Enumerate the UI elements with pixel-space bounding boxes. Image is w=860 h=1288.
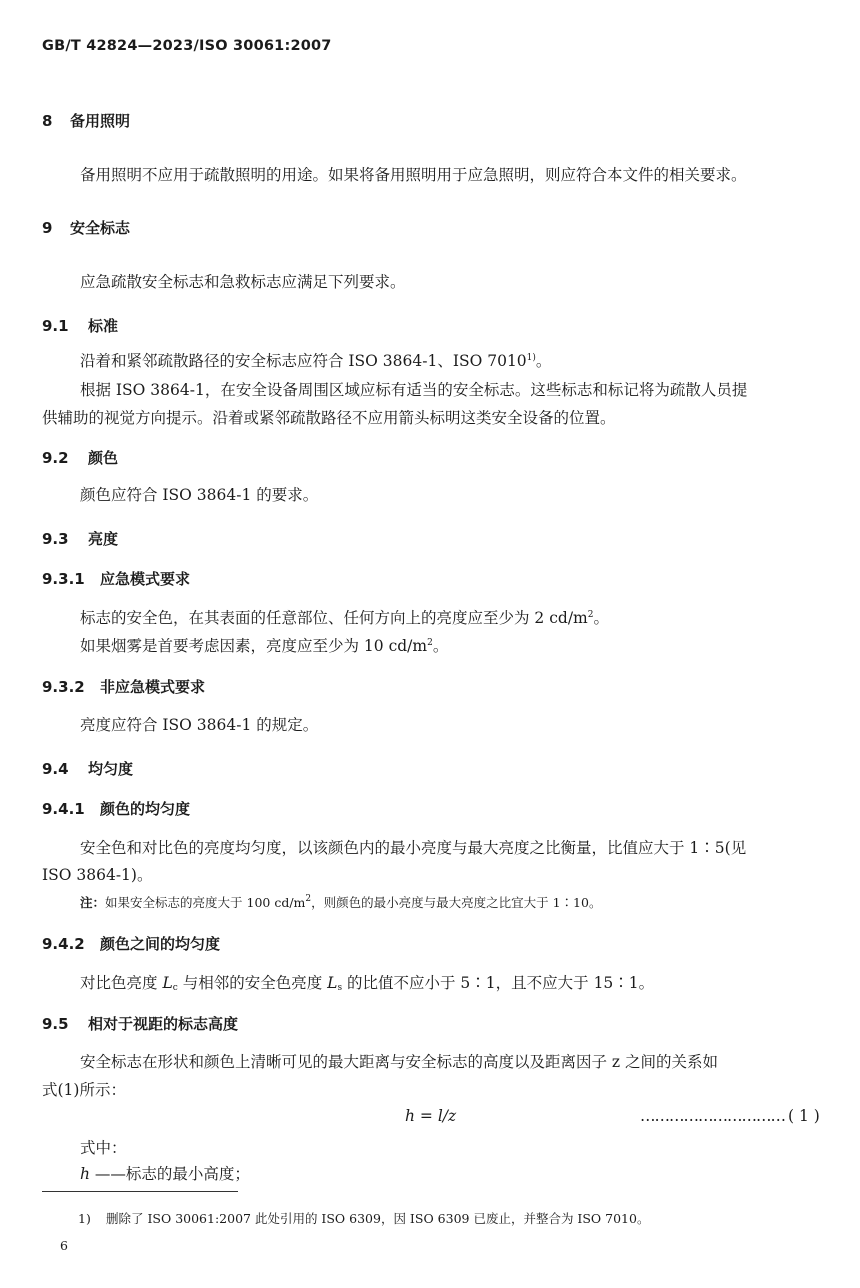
footnote-text: 删除了 ISO 30061:2007 此处引用的 ISO 6309，因 ISO 6309 已废止，并整合为 ISO 7010。: [106, 1211, 650, 1226]
section-number: 8: [42, 112, 53, 130]
paragraph: [80, 634, 448, 656]
note-label: 注：: [80, 895, 106, 910]
text: 与相邻的安全色亮度: [177, 974, 328, 992]
section-number: 9.1: [42, 317, 69, 335]
section-title: 备用照明: [70, 112, 131, 130]
section-title: 应急模式要求: [100, 570, 191, 588]
variable: h: [80, 1165, 90, 1183]
formula: h = l/z: [405, 1107, 457, 1125]
section-9-3-heading: [42, 528, 118, 549]
section-9-5-heading: [42, 1013, 238, 1034]
section-title: 颜色的均匀度: [100, 800, 191, 818]
section-title: 标准: [88, 317, 119, 335]
footnote: [78, 1209, 649, 1227]
section-title: 均匀度: [88, 760, 134, 778]
footnote-ref: 1): [526, 353, 536, 363]
variable-definition: [80, 1162, 250, 1184]
paragraph-line: 式(1)所示：: [42, 1081, 126, 1099]
paragraph: 应急疏散安全标志和急救标志应满足下列要求。: [80, 273, 406, 291]
section-9-2-heading: [42, 447, 118, 468]
text: 如果烟雾是首要考虑因素，亮度应至少为 10 cd/m: [80, 637, 428, 655]
section-title: 非应急模式要求: [100, 678, 206, 696]
subscript: s: [337, 983, 343, 993]
text: 。: [593, 609, 609, 627]
footnote-marker: 1): [78, 1211, 91, 1226]
footnote-divider: [42, 1191, 238, 1192]
text: 的比值不应小于 5∶1，且不应大于 15∶1。: [342, 974, 655, 992]
section-8-heading: [42, 110, 130, 131]
section-number: 9: [42, 219, 53, 237]
paragraph-line: 供辅助的视觉方向提示。沿着或紧邻疏散路径不应用箭头标明这类安全设备的位置。: [42, 409, 616, 427]
section-9-4-2-heading: [42, 933, 220, 954]
text: 标志的安全色，在其表面的任意部位、任何方向上的亮度应至少为 2 cd/m: [80, 609, 588, 627]
text: 。: [432, 637, 449, 655]
equation-number: ( 1 ): [788, 1107, 820, 1125]
superscript: 2: [427, 638, 433, 648]
paragraph: 颜色应符合 ISO 3864-1 的要求。: [80, 486, 319, 504]
variable: L: [327, 974, 338, 992]
text: ，则颜色的最小亮度与最大亮度之比宜大于 1∶10。: [311, 895, 602, 910]
where-label: 式中：: [80, 1139, 127, 1157]
section-number: 9.4: [42, 760, 69, 778]
section-number: 9.4.2: [42, 935, 85, 953]
paragraph-line: 安全标志在形状和颜色上清晰可见的最大距离与安全标志的高度以及距离因子 z 之间的关系如: [80, 1053, 719, 1071]
paragraph-line: 根据 ISO 3864-1，在安全设备周围区域应标有适当的安全标志。这些标志和标记将为疏散人员提: [80, 381, 748, 399]
text: 对比色亮度: [80, 974, 163, 992]
variable: L: [162, 974, 173, 992]
paragraph: 备用照明不应用于疏散照明的用途。如果将备用照明用于应急照明，则应符合本文件的相关要求。: [80, 166, 747, 184]
paragraph: [80, 349, 551, 371]
section-title: 安全标志: [70, 219, 131, 237]
subscript: c: [172, 983, 178, 993]
section-number: 9.3.2: [42, 678, 85, 696]
paragraph: [80, 971, 654, 993]
section-number: 9.2: [42, 449, 69, 467]
note: [80, 893, 601, 911]
section-number: 9.3.1: [42, 570, 85, 588]
section-title: 相对于视距的标志高度: [88, 1015, 239, 1033]
section-number: 9.3: [42, 530, 69, 548]
formula-leader-dots: …………………………: [640, 1107, 785, 1125]
paragraph-line: ISO 3864-1)。: [42, 866, 153, 884]
paragraph-line: 安全色和对比色的亮度均匀度，以该颜色内的最小亮度与最大亮度之比衡量，比值应大于 1∶5(见: [80, 839, 747, 857]
paragraph: [80, 606, 609, 628]
text: 如果安全标志的亮度大于 100 cd/m: [105, 895, 306, 910]
page-number: 6: [60, 1238, 68, 1253]
section-number: 9.4.1: [42, 800, 85, 818]
section-9-1-heading: [42, 315, 118, 336]
section-number: 9.5: [42, 1015, 69, 1033]
paragraph: 亮度应符合 ISO 3864-1 的规定。: [80, 716, 319, 734]
section-title: 颜色: [88, 449, 119, 467]
section-9-3-2-heading: [42, 676, 205, 697]
superscript: 2: [587, 610, 594, 620]
section-9-3-1-heading: [42, 568, 190, 589]
section-title: 亮度: [88, 530, 119, 548]
standard-code: GB/T 42824—2023/ISO 30061:2007: [42, 38, 332, 54]
section-9-4-1-heading: [42, 798, 190, 819]
section-9-4-heading: [42, 758, 133, 779]
section-9-heading: [42, 217, 130, 238]
text: ——标志的最小高度；: [89, 1165, 250, 1183]
section-title: 颜色之间的均匀度: [100, 935, 221, 953]
superscript: 2: [305, 894, 312, 904]
text: 。: [535, 352, 552, 370]
text: 沿着和紧邻疏散路径的安全标志应符合 ISO 3864-1、ISO 7010: [80, 352, 527, 370]
